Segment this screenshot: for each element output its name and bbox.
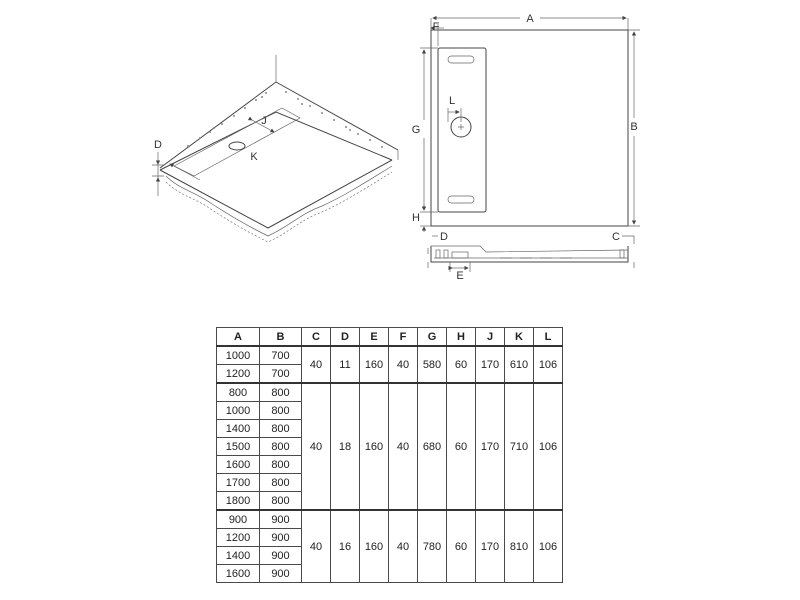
table-header-cell: H bbox=[447, 328, 476, 347]
table-cell: 1500 bbox=[217, 438, 260, 456]
plan-outline bbox=[431, 30, 628, 226]
table-cell-shared: 18 bbox=[331, 383, 360, 510]
section-view bbox=[428, 231, 634, 282]
table-cell-shared: 610 bbox=[505, 346, 534, 383]
table-cell: 1600 bbox=[217, 456, 260, 474]
table-cell: 700 bbox=[260, 346, 302, 365]
label-f: F bbox=[432, 21, 440, 33]
table-cell: 1000 bbox=[217, 402, 260, 420]
table-cell: 1000 bbox=[217, 346, 260, 365]
tray-cut-edge bbox=[166, 166, 392, 236]
table-cell-shared: 16 bbox=[331, 510, 360, 583]
table-header-cell: C bbox=[302, 328, 331, 347]
label-h: H bbox=[412, 212, 420, 224]
table-cell-shared: 40 bbox=[302, 383, 331, 510]
isometric-view bbox=[152, 55, 398, 242]
table-cell-shared: 810 bbox=[505, 510, 534, 583]
table-cell: 1400 bbox=[217, 420, 260, 438]
plan-drain-strip bbox=[438, 48, 486, 212]
label-j: J bbox=[261, 115, 267, 127]
table-cell-shared: 160 bbox=[360, 346, 389, 383]
table-header-cell: B bbox=[260, 328, 302, 347]
wall-edge-right bbox=[276, 82, 398, 150]
label-a: A bbox=[526, 13, 534, 25]
label-l: L bbox=[448, 95, 456, 107]
table-header-cell: J bbox=[476, 328, 505, 347]
table-cell-shared: 170 bbox=[476, 346, 505, 383]
label-g: G bbox=[411, 124, 421, 136]
table-cell-shared: 40 bbox=[389, 510, 418, 583]
table-cell: 800 bbox=[260, 456, 302, 474]
table-header-cell: K bbox=[505, 328, 534, 347]
section-outline bbox=[431, 246, 628, 262]
table-cell: 1600 bbox=[217, 565, 260, 583]
label-b: B bbox=[630, 121, 638, 133]
table-cell-shared: 780 bbox=[418, 510, 447, 583]
table-cell-shared: 60 bbox=[447, 346, 476, 383]
label-k: K bbox=[250, 151, 258, 163]
table-cell: 900 bbox=[260, 529, 302, 547]
table-header-cell: E bbox=[360, 328, 389, 347]
label-e: E bbox=[456, 270, 464, 282]
table-header-cell: D bbox=[331, 328, 360, 347]
table-cell: 800 bbox=[260, 492, 302, 511]
table-cell-shared: 170 bbox=[476, 510, 505, 583]
table-cell-shared: 106 bbox=[534, 383, 563, 510]
plan-slot-bottom bbox=[448, 196, 474, 203]
table-cell-shared: 40 bbox=[302, 510, 331, 583]
table-cell-shared: 106 bbox=[534, 510, 563, 583]
table-cell: 900 bbox=[217, 510, 260, 529]
table-header-row bbox=[217, 328, 563, 347]
drain-outlet-icon bbox=[229, 142, 245, 150]
label-c: C bbox=[612, 231, 620, 243]
wall-edge-left bbox=[160, 82, 276, 168]
table-header-cell: G bbox=[418, 328, 447, 347]
table-cell: 800 bbox=[217, 383, 260, 402]
table-row bbox=[217, 510, 563, 529]
table-cell: 1400 bbox=[217, 547, 260, 565]
table-cell-shared: 680 bbox=[418, 383, 447, 510]
table-header-cell: F bbox=[389, 328, 418, 347]
tray-cut-edge-dashed bbox=[166, 172, 392, 242]
table-header-cell: L bbox=[534, 328, 563, 347]
table-cell-shared: 60 bbox=[447, 383, 476, 510]
tray-back-edge bbox=[160, 112, 392, 170]
label-d-iso: D bbox=[154, 139, 162, 151]
table-cell: 800 bbox=[260, 402, 302, 420]
table-cell: 800 bbox=[260, 420, 302, 438]
table-cell-shared: 40 bbox=[389, 346, 418, 383]
table-cell-shared: 40 bbox=[389, 383, 418, 510]
tile-texture bbox=[187, 91, 383, 148]
table-cell: 1700 bbox=[217, 474, 260, 492]
table-row bbox=[217, 346, 563, 365]
table-group bbox=[217, 383, 563, 510]
table-cell: 900 bbox=[260, 510, 302, 529]
table-cell-shared: 60 bbox=[447, 510, 476, 583]
dimension-table bbox=[216, 327, 563, 583]
table-row bbox=[217, 383, 563, 402]
plan-slot-top bbox=[448, 56, 474, 63]
table-cell: 900 bbox=[260, 547, 302, 565]
section-drain-profile bbox=[452, 252, 468, 258]
table-cell: 800 bbox=[260, 474, 302, 492]
table-cell: 700 bbox=[260, 365, 302, 384]
table-cell: 1800 bbox=[217, 492, 260, 511]
table-group bbox=[217, 510, 563, 583]
table-cell-shared: 710 bbox=[505, 383, 534, 510]
table-cell-shared: 106 bbox=[534, 346, 563, 383]
table-cell: 800 bbox=[260, 438, 302, 456]
label-d-section: D bbox=[440, 231, 448, 243]
table-cell: 900 bbox=[260, 565, 302, 583]
table-cell-shared: 160 bbox=[360, 510, 389, 583]
table-cell-shared: 160 bbox=[360, 383, 389, 510]
table-cell: 1200 bbox=[217, 365, 260, 384]
table-cell-shared: 11 bbox=[331, 346, 360, 383]
plan-view bbox=[412, 13, 640, 232]
table-cell-shared: 170 bbox=[476, 383, 505, 510]
table-group bbox=[217, 346, 563, 383]
table-header-cell: A bbox=[217, 328, 260, 347]
table-cell: 800 bbox=[260, 383, 302, 402]
table-cell-shared: 40 bbox=[302, 346, 331, 383]
table-cell: 1200 bbox=[217, 529, 260, 547]
table-cell-shared: 580 bbox=[418, 346, 447, 383]
